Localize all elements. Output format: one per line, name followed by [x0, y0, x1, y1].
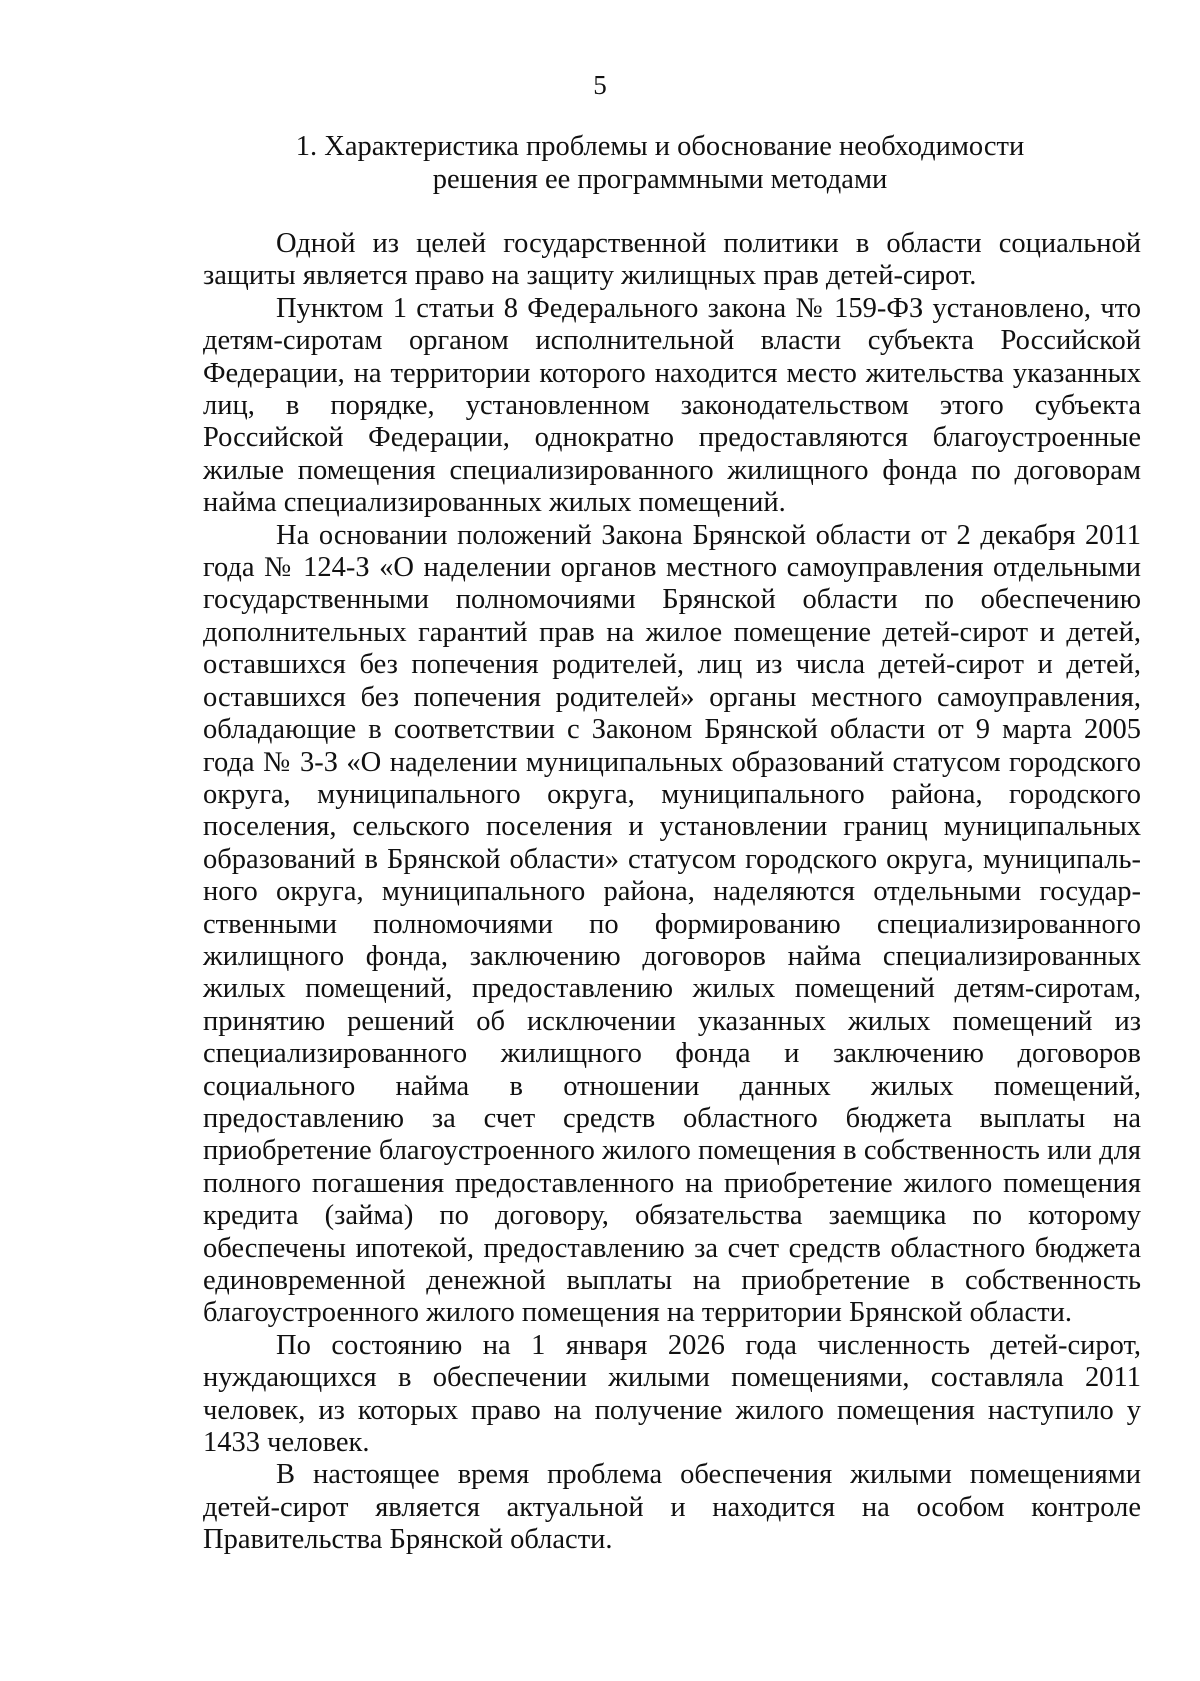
- paragraph-federal-law: Пунктом 1 статьи 8 Федерального закона № 159-ФЗ установлено, что детям-сиротам органом исполнительной власти субъекта Российской Федерации, на территории которого находится место жительства указанных лиц, в порядке, установленном законодательством этого субъекта Российской Федерации, однократно предоставляются благоустроенные жилые помещения специализированного жилищного фонда по договорам найма специализированных жилых помещений.: [203, 292, 1141, 519]
- page-number: 5: [593, 70, 607, 100]
- section-heading-line-2: решения ее программными методами: [432, 164, 888, 195]
- paragraph-orphans-count: По состоянию на 1 января 2026 года численность детей-сирот, нуждающихся в обеспечении жилыми помещениями, составляла 2011 человек, из которых право на получение жилого помещения наступило у 1433 человек.: [203, 1329, 1141, 1459]
- body-text: [203, 228, 1141, 1557]
- paragraph-government-control: В настоящее время проблема обеспечения жилыми помещениями детей-сирот является актуальной и находится на особом контроле Правительства Брянской области.: [203, 1459, 1141, 1556]
- paragraph-bryansk-law-powers: На основании положений Закона Брянской области от 2 декабря 2011 года № 124-З «О наделении органов местного самоуправления отдельными государственными полномочиями Брянской области по обеспечению дополнительных гарантий прав на жилое помещение детей-сирот и детей, оставшихся без попечения родителей, лиц из числа детей-сирот и детей, оставшихся без попечения родителей» органы местного самоуправления, обладающие в соответствии с Законом Брянской области от 9 марта 2005 года № 3-З «О наделении муниципальных образований статусом городского округа, муниципального округа, муниципального района, городского поселения, сельского поселения и установлении границ муниципальных образований в Брянской области» статусом городского округа, муниципального округа, муниципального района, наделяются отдельными государственными полномочиями по формированию специализированного жилищного фонда, заключению договоров найма специализированных жилых помещений, предоставлению жилых помещений детям-сиротам, принятию решений об исключении указанных жилых помещений из специализированного жилищного фонда и заключению договоров социального найма в отношении данных жилых помещений, предоставлению за счет средств областного бюджета выплаты на приобретение благоустроенного жилого помещения в собственность или для полного погашения предоставленного на приобретение жилого помещения кредита (займа) по договору, обязательства заемщика по которому обеспечены ипотекой, предоставлению за счет средств областного бюджета единовременной денежной выплаты на приобретение в собственность благоустроенного жилого помещения на территории Брянской области.: [203, 519, 1141, 1329]
- section-heading-line-1: 1. Характеристика проблемы и обоснование необходимости: [295, 131, 1025, 162]
- section-heading: [180, 130, 1140, 196]
- paragraph-social-protection-goal: Одной из целей государственной политики в области социальной защиты является право на защиту жилищных прав детей-сирот.: [203, 228, 1141, 292]
